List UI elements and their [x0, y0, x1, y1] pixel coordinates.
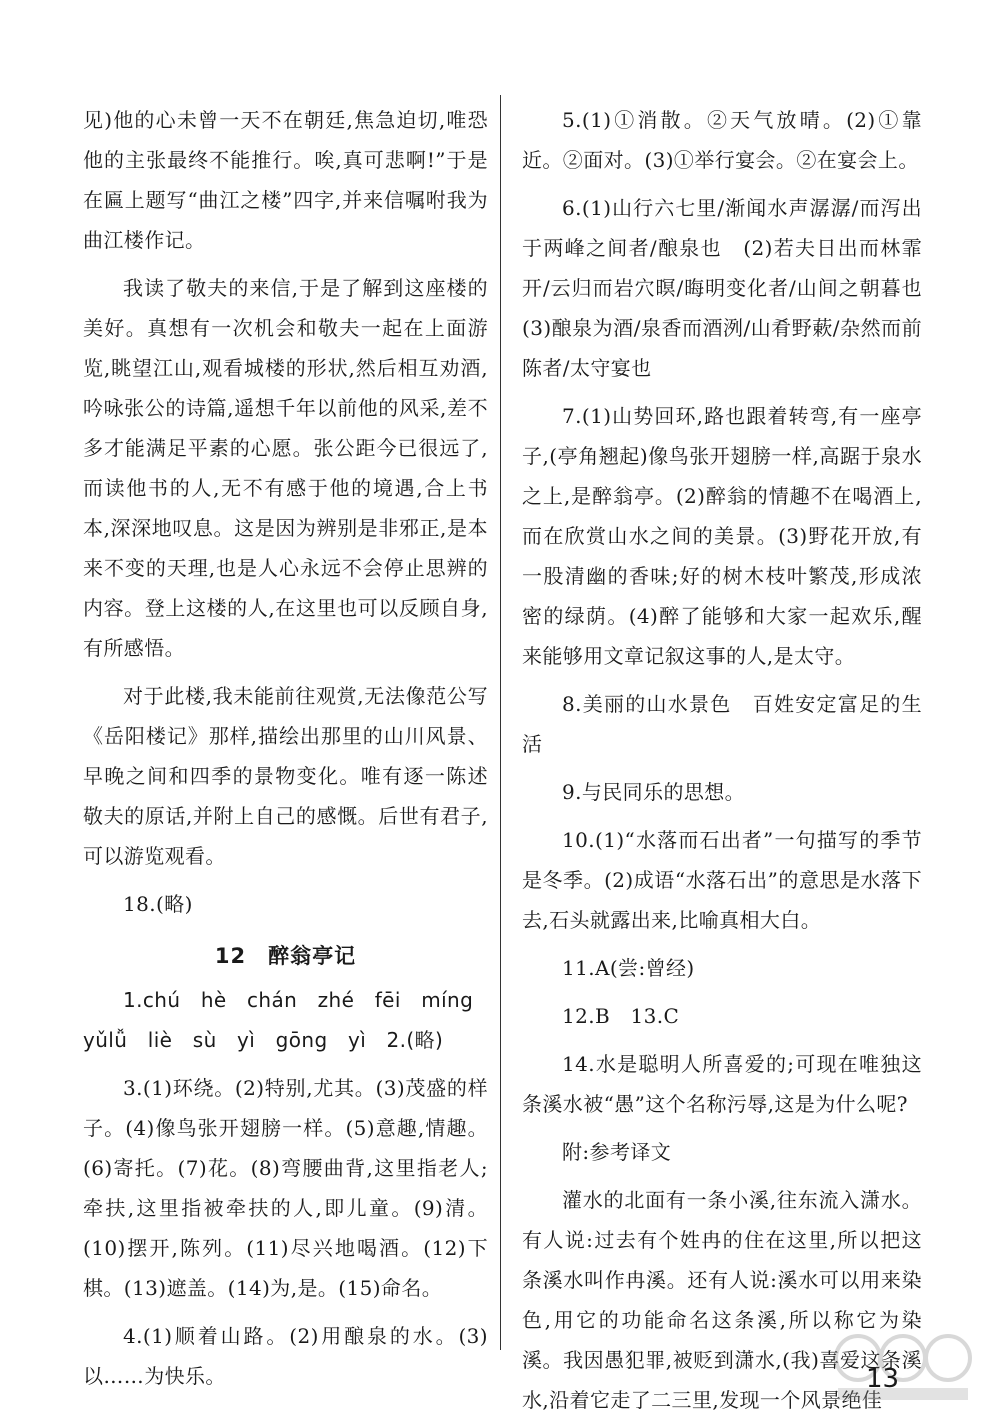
answer-item: 3.(1)环绕。(2)特别,尤其。(3)茂盛的样子。(4)像鸟张开翅膀一样。(5)意趣,情趣。(6)寄托。(7)花。(8)弯腰曲背,这里指老人;牵扶,这里指被牵扶的人,即儿童。(9)清。(10)摆开,陈列。(11)尽兴地喝酒。(12)下棋。(13)遮盖。(14)为,是。(15)命名。	[83, 1076, 488, 1300]
pinyin-line: yǔlǚ liè sù yì gōng yì 2.(略)	[83, 1028, 444, 1052]
right-column	[522, 100, 943, 1420]
pinyin-line: 1.chú hè chán zhé fēi míng	[123, 988, 474, 1012]
answer-item: 18.(略)	[123, 892, 193, 916]
answer-item: 4.(1)顺着山路。(2)用酿泉的水。(3)以……为快乐。	[83, 1324, 488, 1388]
appendix-label: 附:参考译文	[562, 1140, 672, 1164]
answer-item: 5.(1)①消散。②天气放晴。(2)①靠近。②面对。(3)①举行宴会。②在宴会上。	[522, 108, 922, 172]
answer-paragraph: 我读了敬夫的来信,于是了解到这座楼的美好。真想有一次机会和敬夫一起在上面游览,眺望江山,观看城楼的形状,然后相互劝酒,吟咏张公的诗篇,遥想千年以前他的风采,差不多才能满足平素的心愿。张公距今已很远了,而读他书的人,无不有感于他的境遇,合上书本,深深地叹息。这是因为辨别是非邪正,是本来不变的天理,也是人心永远不会停止思辨的内容。登上这楼的人,在这里也可以反顾自身,有所感悟。	[83, 276, 488, 660]
left-column	[83, 100, 488, 1396]
section-title: 12 醉翁亭记	[214, 944, 357, 968]
column-divider	[500, 95, 501, 1350]
translation-paragraph: 灌水的北面有一条小溪,往东流入潇水。有人说:过去有个姓冉的住在这里,所以把这条溪水叫作冉溪。还有人说:溪水可以用来染色,用它的功能命名这条溪,所以称它为染溪。我因愚犯罪,被贬到潇水,(我)喜爱这条溪水,沿着它走了二三里,发现一个风景绝佳	[522, 1188, 922, 1412]
answer-paragraph: 对于此楼,我未能前往观赏,无法像范公写《岳阳楼记》那样,描绘出那里的山川风景、早晚之间和四季的景物变化。唯有逐一陈述敬夫的原话,并附上自己的感慨。后世有君子,可以游览观看。	[83, 684, 488, 868]
page-number: 13	[866, 1364, 900, 1394]
watermark-logo-icon	[828, 1326, 978, 1406]
answer-item: 12.B 13.C	[562, 1004, 680, 1028]
answer-item: 11.A(尝:曾经)	[562, 956, 695, 980]
answer-item: 6.(1)山行六七里/渐闻水声潺潺/而泻出于两峰之间者/酿泉也 (2)若夫日出而林霏开/云归而岩穴暝/晦明变化者/山间之朝暮也 (3)酿泉为酒/泉香而酒洌/山肴野蔌/杂然而前陈者/太守宴也	[522, 196, 943, 380]
answer-item: 7.(1)山势回环,路也跟着转弯,有一座亭子,(亭角翘起)像鸟张开翅膀一样,高踞于泉水之上,是醉翁亭。(2)醉翁的情趣不在喝酒上,而在欣赏山水之间的美景。(3)野花开放,有一股清幽的香味;好的树木枝叶繁茂,形成浓密的绿荫。(4)醉了能够和大家一起欢乐,醒来能够用文章记叙这事的人,是太守。	[522, 404, 922, 668]
answer-item: 8.美丽的山水景色 百姓安定富足的生活	[522, 692, 922, 756]
answer-item: 10.(1)“水落而石出者”一句描写的季节是冬季。(2)成语“水落石出”的意思是水落下去,石头就露出来,比喻真相大白。	[522, 828, 922, 932]
answer-paragraph: 见)他的心未曾一天不在朝廷,焦急迫切,唯恐他的主张最终不能推行。唉,真可悲啊!”于是在匾上题写“曲江之楼”四字,并来信嘱咐我为曲江楼作记。	[83, 108, 488, 252]
answer-item: 14.水是聪明人所喜爱的;可现在唯独这条溪水被“愚”这个名称污辱,这是为什么呢?	[522, 1052, 922, 1116]
answer-item: 9.与民同乐的思想。	[562, 780, 746, 804]
